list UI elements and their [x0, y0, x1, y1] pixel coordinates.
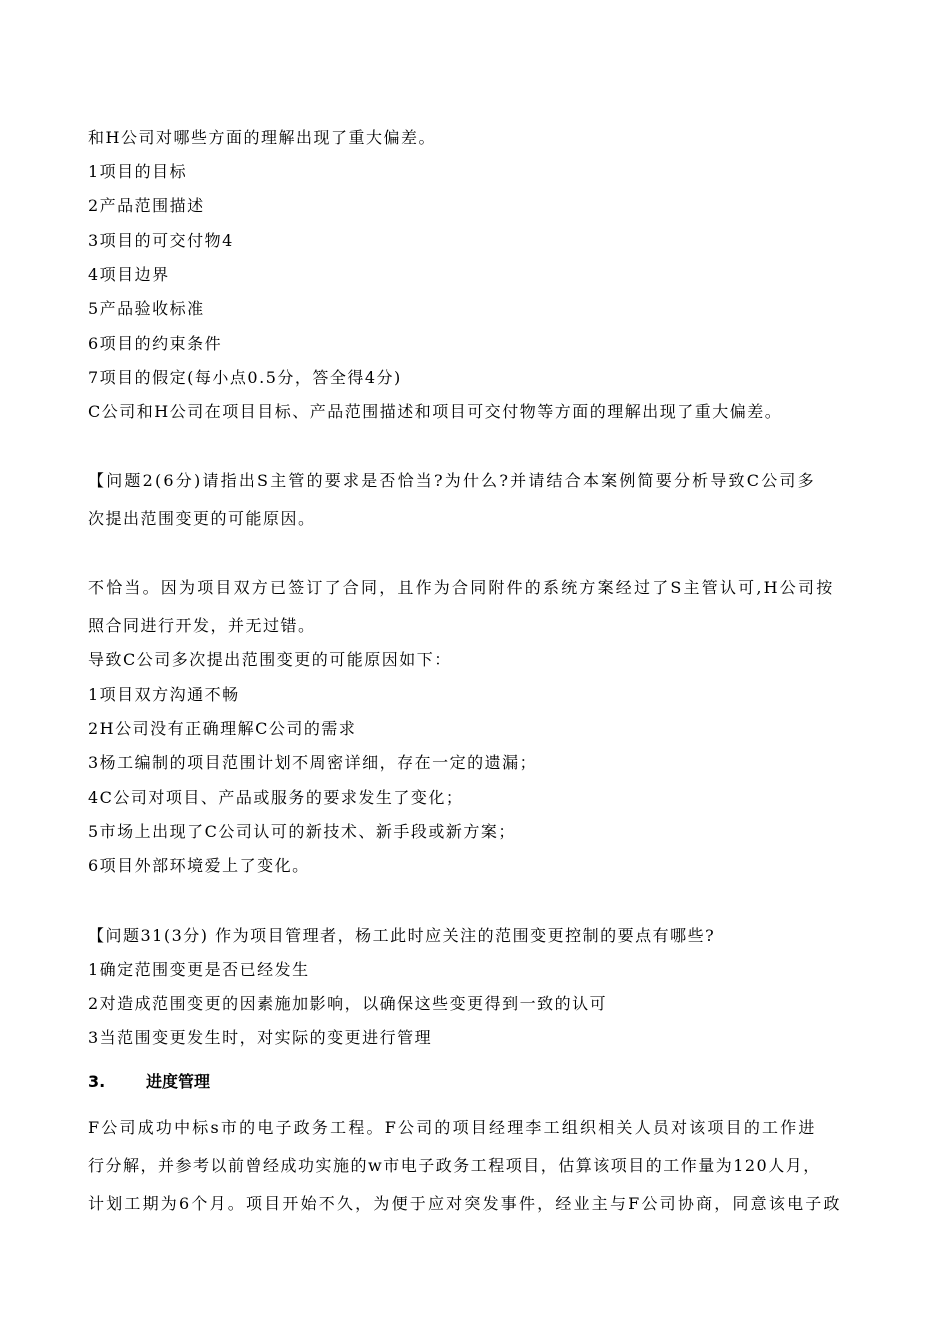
list-item: 2对造成范围变更的因素施加影响，以确保这些变更得到一致的认可 — [88, 994, 608, 1013]
answer-2-line: 照合同进行开发，并无过错。 — [88, 616, 316, 635]
list-item: 1项目的目标 — [88, 162, 188, 181]
paragraph-line: 行分解，并参考以前曾经成功实施的w市电子政务工程项目，估算该项目的工作量为120人月， — [88, 1156, 821, 1175]
question-2-line: 次提出范围变更的可能原因。 — [88, 509, 316, 528]
list-item: 2H公司没有正确理解C公司的需求 — [88, 719, 357, 738]
list-item: 2产品范围描述 — [88, 196, 205, 215]
list-item: 7项目的假定(每小点0.5分，答全得4分) — [88, 368, 402, 387]
list-item: 6项目外部环境爱上了变化。 — [88, 856, 310, 875]
list-item: 3项目的可交付物4 — [88, 231, 234, 250]
paragraph-line: F公司成功中标s市的电子政务工程。F公司的项目经理李工组织相关人员对该项目的工作进 — [88, 1118, 817, 1137]
list-item: 5市场上出现了C公司认可的新技术、新手段或新方案； — [88, 822, 516, 841]
section-heading — [88, 1072, 210, 1092]
list-item: 5产品验收标准 — [88, 299, 205, 318]
text-line: 导致C公司多次提出范围变更的可能原因如下： — [88, 650, 452, 669]
paragraph-line: 计划工期为6个月。项目开始不久，为便于应对突发事件，经业主与F公司协商，同意该电子政 — [88, 1194, 842, 1213]
list-item: 3杨工编制的项目范围计划不周密详细，存在一定的遗漏； — [88, 753, 538, 772]
list-item: 4项目边界 — [88, 265, 170, 284]
text-line: C公司和H公司在项目目标、产品范围描述和项目可交付物等方面的理解出现了重大偏差。 — [88, 402, 783, 421]
list-item: 4C公司对项目、产品或服务的要求发生了变化； — [88, 788, 464, 807]
list-item: 1确定范围变更是否已经发生 — [88, 960, 310, 979]
list-item: 3当范围变更发生时，对实际的变更进行管理 — [88, 1028, 433, 1047]
section-number: 3. — [88, 1072, 106, 1091]
answer-2-line: 不恰当。因为项目双方已签订了合同，且作为合同附件的系统方案经过了S主管认可,H公司按 — [88, 578, 835, 597]
question-2-line: 【问题2(6分)请指出S主管的要求是否恰当?为什么?并请结合本案例简要分析导致C公司多 — [88, 471, 816, 490]
text-line: 和H公司对哪些方面的理解出现了重大偏差。 — [88, 128, 436, 147]
section-title: 进度管理 — [146, 1072, 211, 1091]
list-item: 1项目双方沟通不畅 — [88, 685, 240, 704]
list-item: 6项目的约束条件 — [88, 334, 223, 353]
question-3-line: 【问题31(3分) 作为项目管理者，杨工此时应关注的范围变更控制的要点有哪些? — [88, 926, 716, 945]
